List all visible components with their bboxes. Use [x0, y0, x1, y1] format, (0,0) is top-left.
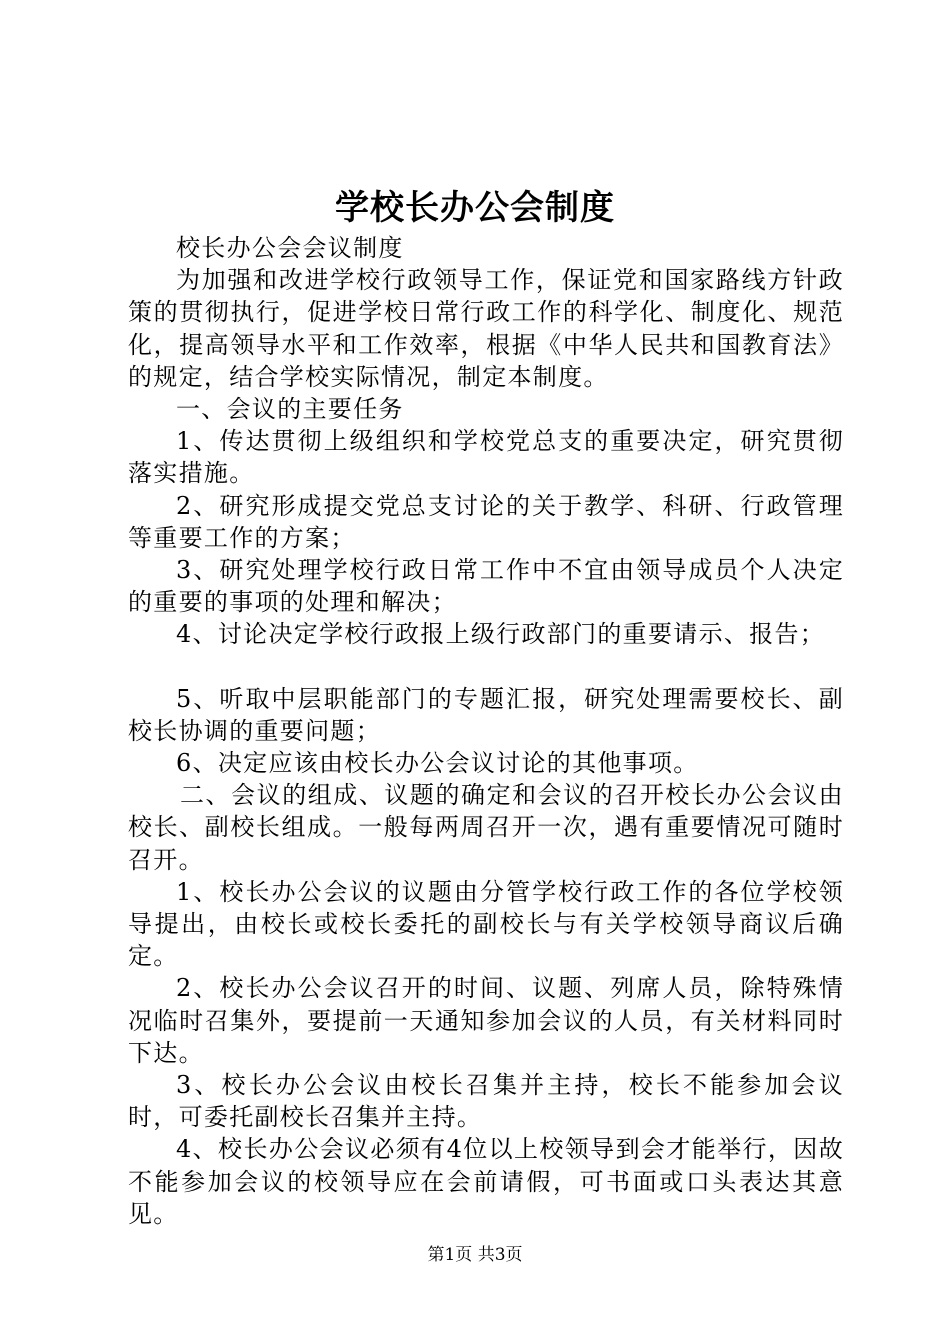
paragraph-intro: 为加强和改进学校行政领导工作，保证党和国家路线方针政策的贯彻执行，促进学校日常行政工作的科学化、制度化、规范化，提高领导水平和工作效率，根据《中华人民共和国教育法》的规定，结合学校实际情况，制定本制度。	[128, 266, 844, 391]
list-item-1-1: 1、传达贯彻上级组织和学校党总支的重要决定，研究贯彻落实措施。	[128, 427, 844, 488]
list-item-1-5: 5、听取中层职能部门的专题汇报，研究处理需要校长、副校长协调的重要问题；	[128, 684, 844, 745]
paragraph-spacer	[128, 651, 844, 683]
section-heading-1: 一、会议的主要任务	[176, 395, 404, 424]
list-item-1-3: 3、研究处理学校行政日常工作中不宜由领导成员个人决定的重要的事项的处理和解决；	[128, 556, 844, 617]
list-item-1-4: 4、讨论决定学校行政报上级行政部门的重要请示、报告；	[176, 620, 826, 649]
list-item-2-2: 2、校长办公会议召开的时间、议题、列席人员，除特殊情况临时召集外，要提前一天通知参加会议的人员，有关材料同时下达。	[128, 974, 844, 1067]
list-item-1-2: 2、研究形成提交党总支讨论的关于教学、科研、行政管理等重要工作的方案；	[128, 491, 844, 552]
list-item-2-3: 3、校长办公会议由校长召集并主持，校长不能参加会议时，可委托副校长召集并主持。	[128, 1071, 844, 1132]
list-item-2-4: 4、校长办公会议必须有4位以上校领导到会才能举行，因故不能参加会议的校领导应在会前请假，可书面或口头表达其意见。	[128, 1135, 844, 1228]
section-heading-2: 二、会议的组成、议题的确定和会议的召开校长办公会议由校长、副校长组成。一般每两周召开一次，遇有重要情况可随时召开。	[128, 781, 844, 874]
paragraph-heading: 校长办公会会议制度	[176, 234, 404, 262]
document-title: 学校长办公会制度	[335, 188, 615, 228]
page-number-footer: 第1页 共3页	[427, 1245, 523, 1265]
document-body	[128, 232, 844, 1230]
list-item-2-1: 1、校长办公会议的议题由分管学校行政工作的各位学校领导提出，由校长或校长委托的副校长与有关学校领导商议后确定。	[128, 877, 844, 971]
list-item-1-6: 6、决定应该由校长办公会议讨论的其他事项。	[176, 749, 699, 778]
